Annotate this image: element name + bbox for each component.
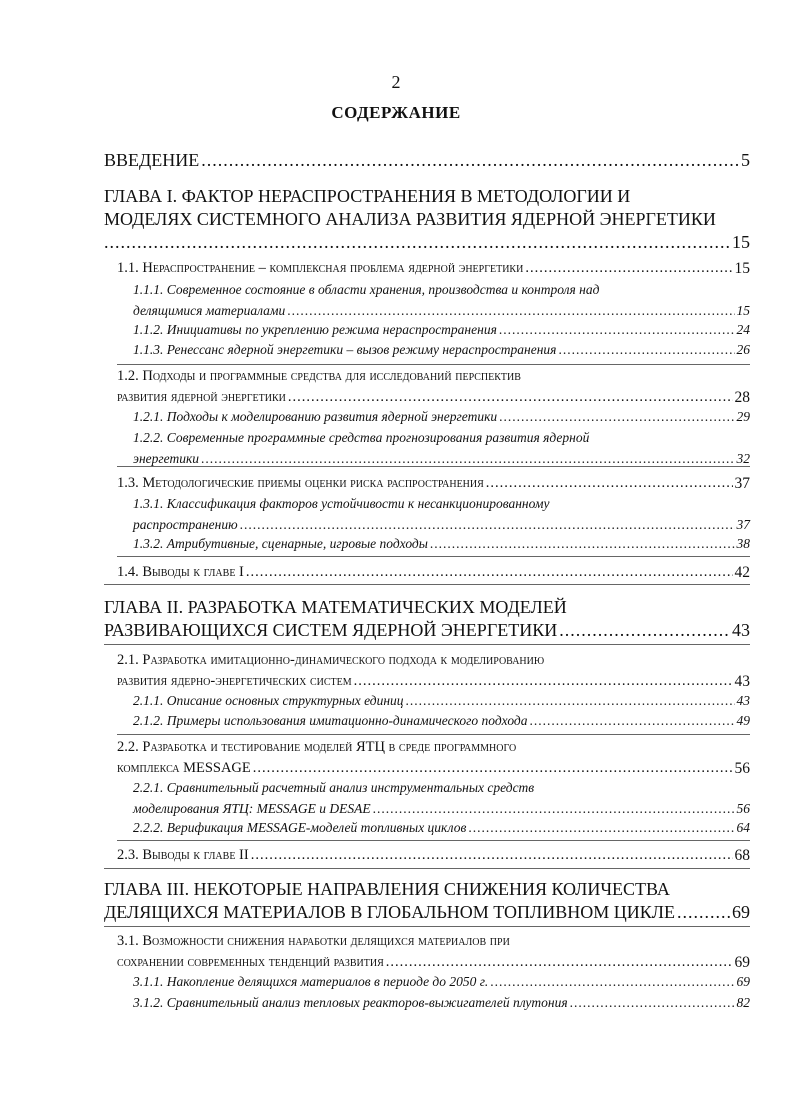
toc-entry-label: 1.2.2. Современные программные средства прогнозирования развития ядерной (133, 430, 590, 445)
toc-page-number: 15 (734, 260, 750, 277)
toc-page-number: 43 (732, 620, 750, 640)
toc-page-number: 38 (736, 536, 750, 551)
toc-entry-label: 3.1. Возможности снижения наработки делящихся материалов при (117, 933, 510, 949)
toc-entry-label: 3.1.1. Накопление делящихся материалов в периоде до 2050 г. (133, 974, 489, 989)
toc-page-number: 15 (732, 232, 750, 252)
toc-entry-label: 1.1.3. Ренессанс ядерной энергетики – вызов режиму нераспространения (133, 342, 557, 357)
toc-entry-label: 2.2.1. Сравнительный расчетный анализ инструментальных средств (133, 780, 535, 795)
section-divider (117, 734, 750, 735)
dot-leader (246, 562, 733, 583)
toc-page-number: 37 (736, 517, 750, 532)
page-number: 2 (391, 72, 401, 92)
chapter-divider (104, 644, 750, 645)
toc-page-number: 69 (734, 954, 750, 971)
dot-leader (486, 473, 733, 494)
toc-page-number: 5 (741, 150, 750, 170)
toc-entry-label: 2.2.2. Верификация MESSAGE-моделей топливных циклов (133, 820, 467, 835)
toc-entry-label: развития ядерной энергетики (117, 389, 286, 405)
dot-leader (386, 952, 733, 973)
toc-page-number: 49 (736, 713, 750, 728)
toc-entry-label: 1.3.1. Классификация факторов устойчивости к несанкционированному (133, 496, 550, 511)
toc-page-number: 82 (736, 995, 750, 1010)
toc-section-1-1[interactable] (117, 258, 750, 279)
dot-leader (570, 992, 735, 1013)
dot-leader (201, 149, 739, 172)
toc-entry-label: 2.1. Разработка имитационно-динамического подхода к моделированию (117, 652, 545, 668)
toc-page-number: 43 (736, 693, 750, 708)
toc-page-number: 43 (734, 673, 750, 690)
toc-entry-label: 3.1.2. Сравнительный анализ тепловых реакторов-выжигателей плутония (133, 995, 568, 1010)
dot-leader (468, 817, 734, 838)
toc-entry-label: 1.2.1. Подходы к моделированию развития ядерной энергетики (133, 409, 498, 424)
toc-subsection-1-2-2[interactable] (133, 427, 750, 469)
toc-entry-label: распространению (133, 517, 238, 532)
toc-entry-label: ВВЕДЕНИЕ (104, 150, 200, 170)
toc-entry-label: 2.1.1. Описание основных структурных единиц (133, 693, 404, 708)
chapter-title-line2: ДЕЛЯЩИХСЯ МАТЕРИАЛОВ В ГЛОБАЛЬНОМ ТОПЛИВНОМ ЦИКЛЕ (104, 902, 675, 922)
toc-subsection-2-1-2[interactable] (133, 710, 750, 731)
toc-subsection-3-1-1[interactable] (133, 971, 750, 992)
toc-page-number: 56 (734, 760, 750, 777)
toc-page-number: 69 (736, 974, 750, 989)
dot-leader (287, 300, 734, 321)
toc-entry-label: 1.1.2. Инициативы по укреплению режима нераспространения (133, 322, 497, 337)
dot-leader (499, 406, 734, 427)
toc-subsection-1-1-1[interactable] (133, 279, 750, 321)
toc-subsection-1-3-2[interactable] (133, 533, 750, 554)
chapter-divider (104, 584, 750, 585)
toc-entry-label: 2.3. Выводы к главе II (117, 847, 249, 863)
toc-entry-label: 2.1.2. Примеры использования имитационно-динамического подхода (133, 713, 528, 728)
toc-page-number: 15 (736, 303, 750, 318)
toc-entry-label: 2.2. Разработка и тестирование моделей ЯТЦ в среде программного (117, 739, 517, 755)
toc-subsection-1-3-1[interactable] (133, 493, 750, 535)
toc-chapter-3[interactable] (104, 878, 750, 924)
toc-section-3-1[interactable] (117, 931, 750, 973)
toc-subsection-2-2-1[interactable] (133, 777, 750, 819)
dot-leader (288, 387, 733, 408)
dot-leader (490, 971, 734, 992)
chapter-divider (104, 868, 750, 869)
chapter-title-line1: ГЛАВА III. НЕКОТОРЫЕ НАПРАВЛЕНИЯ СНИЖЕНИЯ КОЛИЧЕСТВА (104, 879, 670, 899)
toc-section-2-1[interactable] (117, 650, 750, 692)
section-divider (117, 840, 750, 841)
toc-entry-label: 1.4. Выводы к главе I (117, 564, 244, 580)
dot-leader (253, 758, 733, 779)
toc-entry-label: развития ядерно-энергетических систем (117, 673, 352, 689)
dot-leader (499, 319, 735, 340)
toc-chapter-2[interactable] (104, 596, 750, 642)
toc-page-number: 26 (736, 342, 750, 357)
dot-leader (406, 690, 735, 711)
toc-section-2-2[interactable] (117, 737, 750, 779)
dot-leader (677, 901, 730, 924)
toc-subsection-2-2-2[interactable] (133, 817, 750, 838)
section-divider (117, 556, 750, 557)
dot-leader (529, 710, 734, 731)
toc-page-number: 56 (736, 801, 750, 816)
chapter-title-line1: ГЛАВА I. ФАКТОР НЕРАСПРОСТРАНЕНИЯ В МЕТОДОЛОГИИ И (104, 186, 631, 206)
toc-entry-label: 1.1. Нераспространение – комплексная проблема ядерной энергетики (117, 260, 524, 276)
toc-page-number: 29 (736, 409, 750, 424)
toc-entry-intro[interactable] (104, 149, 750, 172)
toc-title: СОДЕРЖАНИЕ (331, 103, 461, 122)
toc-section-1-4[interactable] (117, 562, 750, 583)
toc-subsection-1-1-3[interactable] (133, 339, 750, 360)
toc-section-1-2[interactable] (117, 366, 750, 408)
section-divider (117, 364, 750, 365)
toc-page-number: 69 (732, 902, 750, 922)
toc-subsection-1-2-1[interactable] (133, 406, 750, 427)
dot-leader (240, 514, 735, 535)
dot-leader (251, 845, 733, 866)
toc-subsection-3-1-2[interactable] (133, 992, 750, 1013)
toc-entry-label: моделирования ЯТЦ: MESSAGE и DESAE (133, 801, 371, 816)
chapter-title-line2: МОДЕЛЯХ СИСТЕМНОГО АНАЛИЗА РАЗВИТИЯ ЯДЕРНОЙ ЭНЕРГЕТИКИ (104, 209, 716, 229)
toc-section-1-3[interactable] (117, 473, 750, 494)
toc-subsection-2-1-1[interactable] (133, 690, 750, 711)
dot-leader (430, 533, 735, 554)
toc-entry-label: комплекса MESSAGE (117, 760, 251, 776)
toc-page-number: 64 (736, 820, 750, 835)
toc-entry-label: 1.2. Подходы и программные средства для исследований перспектив (117, 368, 521, 384)
toc-chapter-1[interactable] (104, 185, 750, 254)
toc-subsection-1-1-2[interactable] (133, 319, 750, 340)
toc-page-number: 24 (736, 322, 750, 337)
toc-page-number: 37 (734, 475, 750, 492)
toc-page-number: 68 (734, 847, 750, 864)
toc-entry-label: энергетики (133, 451, 200, 466)
dot-leader (354, 671, 733, 692)
toc-entry-label: сохранении современных тенденций развития (117, 954, 384, 970)
toc-page-number: 28 (734, 389, 750, 406)
toc-entry-label: делящимися материалами (133, 303, 286, 318)
dot-leader (104, 231, 730, 254)
toc-entry-label: 1.3. Методологические приемы оценки риска распространения (117, 475, 484, 491)
chapter-title-line2: РАЗВИВАЮЩИХСЯ СИСТЕМ ЯДЕРНОЙ ЭНЕРГЕТИКИ (104, 620, 558, 640)
section-divider (117, 466, 750, 467)
dot-leader (373, 798, 735, 819)
toc-entry-label: 1.1.1. Современное состояние в области хранения, производства и контроля над (133, 282, 600, 297)
toc-entry-label: 1.3.2. Атрибутивные, сценарные, игровые подходы (133, 536, 428, 551)
chapter-divider (104, 926, 750, 927)
dot-leader (525, 258, 732, 279)
chapter-title-line1: ГЛАВА II. РАЗРАБОТКА МАТЕМАТИЧЕСКИХ МОДЕЛЕЙ (104, 597, 567, 617)
toc-page-number: 42 (734, 564, 750, 581)
toc-section-2-3[interactable] (117, 845, 750, 866)
dot-leader (558, 339, 734, 360)
toc-page-number: 32 (736, 451, 750, 466)
dot-leader (559, 619, 730, 642)
